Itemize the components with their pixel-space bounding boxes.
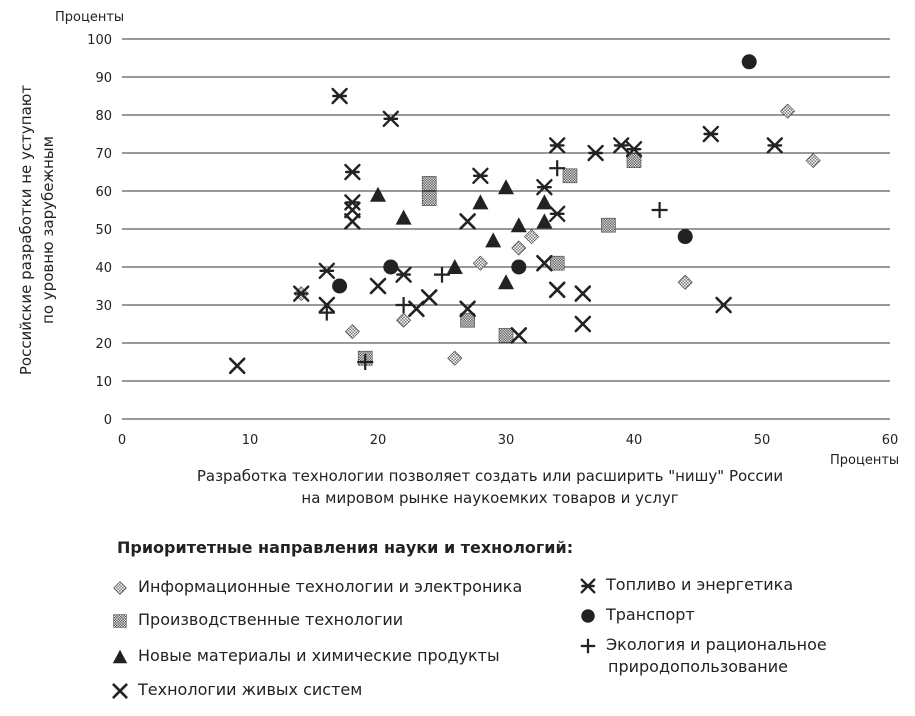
y-tick-label: 60 (95, 185, 112, 200)
legend-label: Транспорт (606, 605, 695, 624)
y-tick-label: 40 (95, 261, 112, 276)
y-unit-label: Проценты (55, 10, 125, 25)
x-point (345, 214, 359, 228)
legend-item-fuel-energy (578, 574, 793, 596)
x-tick-label: 10 (241, 433, 259, 448)
diamond-point (473, 256, 487, 270)
legend-item-new-materials (110, 645, 500, 667)
star-point (320, 264, 334, 278)
triangle-point (472, 194, 488, 209)
diamond-point (345, 325, 359, 339)
square-point (422, 176, 436, 190)
diamond-point (678, 275, 692, 289)
y-tick-label: 100 (87, 33, 112, 48)
circle-point (678, 229, 693, 244)
square-point (422, 192, 436, 206)
data-points (230, 54, 820, 373)
legend-label-line1: Экология и рациональное (606, 635, 827, 654)
legend-label: Топливо и энергетика (606, 575, 794, 594)
square-marker-icon (110, 611, 130, 631)
square-point (499, 328, 513, 342)
x-axis-label-line1: Разработка технологии позволяет создать или расширить "нишу" России (196, 467, 784, 485)
plus-point (581, 639, 595, 653)
star-point (384, 112, 398, 126)
diamond-point (114, 582, 127, 595)
y-tick-label: 70 (95, 147, 112, 162)
y-tick-label: 20 (95, 337, 112, 352)
x-point (461, 214, 475, 228)
legend-item-living-systems (110, 679, 362, 701)
legend-label: Производственные технологии (138, 610, 404, 629)
x-point (550, 283, 564, 297)
circle-point (332, 279, 347, 294)
x-point (537, 256, 551, 270)
legend-item-info-tech (110, 576, 522, 598)
triangle-point (498, 179, 514, 194)
diamond-marker-icon (110, 578, 130, 598)
y-axis-label (17, 85, 57, 376)
y-tick-label: 80 (95, 109, 112, 124)
diamond-point (806, 154, 820, 168)
diamond-point (448, 351, 462, 365)
triangle-point (396, 210, 412, 225)
x-tick-label: 20 (369, 433, 387, 448)
x-tick-labels (118, 433, 898, 448)
square-point (563, 169, 577, 183)
circle-point (511, 260, 526, 275)
diamond-point (525, 230, 539, 244)
triangle-point (113, 650, 127, 664)
circle-point (742, 54, 757, 69)
x-marker-icon (110, 681, 130, 701)
x-tick-label: 60 (881, 433, 899, 448)
x-tick-label: 30 (497, 433, 515, 448)
plus-point (396, 297, 412, 313)
y-tick-label: 90 (95, 71, 112, 86)
star-point (473, 169, 487, 183)
legend-item-ecology (578, 634, 827, 678)
x-point (371, 279, 385, 293)
star-point (589, 146, 603, 160)
x-point (576, 287, 590, 301)
x-tick-label: 0 (117, 433, 127, 448)
star-point (582, 580, 595, 593)
y-tick-label: 50 (95, 223, 112, 238)
x-tick-label: 40 (625, 433, 643, 448)
y-tick-label: 10 (95, 375, 112, 390)
triangle-point (485, 232, 501, 247)
star-point (345, 165, 359, 179)
x-unit-label: Проценты (830, 453, 900, 468)
star-point (397, 268, 411, 282)
triangle-point (511, 217, 527, 232)
plus-marker-icon (578, 636, 598, 656)
triangle-point (498, 274, 514, 289)
circle-marker-icon (578, 606, 598, 626)
y-tick-label: 0 (103, 413, 112, 428)
y-tick-labels (87, 33, 112, 428)
legend-label: Информационные технологии и электроника (138, 577, 523, 596)
circle-point (383, 260, 398, 275)
square-point (550, 256, 564, 270)
x-tick-label: 50 (753, 433, 771, 448)
y-axis-label-line1: Российские разработки не уступают (17, 84, 35, 376)
star-point (537, 180, 551, 194)
x-axis-label-line2: на мировом рынке наукоемких товаров и услуг (301, 489, 679, 507)
circle-point (581, 609, 595, 623)
legend-label-line2: природопользование (608, 657, 788, 676)
star-point (614, 138, 628, 152)
x-point (230, 359, 244, 373)
grid-lines (122, 39, 890, 419)
legend-label (606, 634, 827, 678)
square-point (601, 218, 615, 232)
triangle-marker-icon (110, 647, 130, 667)
legend-label: Технологии живых систем (138, 680, 363, 699)
star-point (768, 138, 782, 152)
star-point (333, 89, 347, 103)
diamond-point (512, 241, 526, 255)
legend-label: Новые материалы и химические продукты (138, 646, 500, 665)
y-tick-label: 30 (95, 299, 112, 314)
star-point (550, 138, 564, 152)
star-marker-icon (578, 576, 598, 596)
x-point (114, 685, 127, 698)
plus-point (652, 202, 668, 218)
square-point (114, 615, 127, 628)
plus-point (319, 305, 335, 321)
star-point (704, 127, 718, 141)
x-point (576, 317, 590, 331)
legend-item-production-tech (110, 609, 403, 631)
y-axis-label-line2: по уровню зарубежным (39, 136, 57, 324)
x-point (512, 328, 526, 342)
x-point (422, 290, 436, 304)
triangle-point (370, 187, 386, 202)
plus-point (434, 267, 450, 283)
star-point (550, 207, 564, 221)
legend-item-transport (578, 604, 695, 626)
legend-title: Приоритетные направления науки и технологий: (117, 538, 574, 557)
star-point (345, 195, 359, 209)
diamond-point (781, 104, 795, 118)
